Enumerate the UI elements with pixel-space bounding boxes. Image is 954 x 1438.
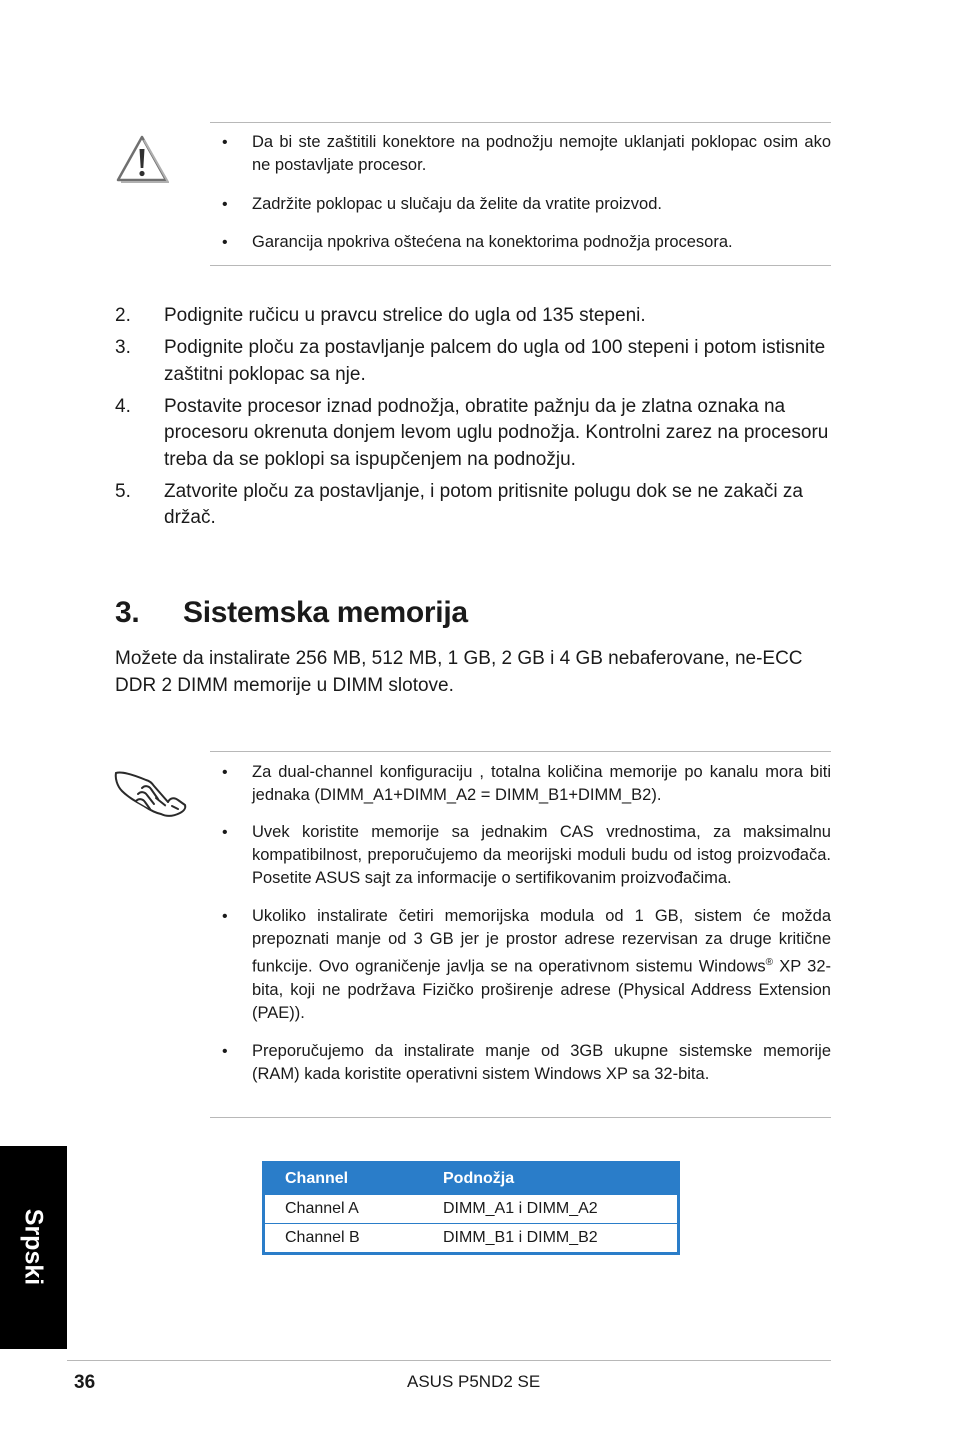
language-tab-label: Srpski (19, 1208, 48, 1286)
caution-bottom-rule (210, 265, 831, 266)
table-row (264, 1195, 679, 1224)
caution-item: • Garancija npokriva oštećena na konektorima podnožja procesora. (222, 231, 831, 254)
note-list (222, 761, 831, 1086)
table-cell: DIMM_A1 i DIMM_A2 (423, 1195, 679, 1224)
section-number: 3. (115, 596, 140, 629)
table-row (264, 1224, 679, 1254)
caution-list (222, 131, 831, 254)
pointing-hand-icon (112, 764, 188, 822)
step-number: 2. (115, 305, 131, 326)
table-cell: Channel A (264, 1195, 424, 1224)
channel-table (262, 1161, 680, 1255)
section-title (115, 596, 468, 630)
section-intro: Možete da instalirate 256 MB, 512 MB, 1 GB, 2 GB i 4 GB nebaferovane, ne-ECC DDR 2 DIMM memorije u DIMM slotove. (115, 648, 803, 696)
warning-triangle-icon (115, 134, 169, 184)
note-top-rule (210, 751, 831, 752)
step-item (115, 303, 831, 330)
note-item-text: Ukoliko instalirate četiri memorijska modula od 1 GB, sistem će možda prepoznati manje od 3 GB jer je prostor adrese rezervisan za druge kritične funkcije. Ovo ograničenje javlja se na operativnom sistemu Windows (252, 907, 831, 976)
table-header-channel: Channel (264, 1163, 424, 1195)
installation-steps (115, 303, 831, 537)
note-bottom-rule (210, 1117, 831, 1118)
step-number: 3. (115, 337, 131, 358)
note-item (222, 905, 831, 1025)
caution-item: • Da bi ste zaštitili konektore na podnožju nemojte uklanjati poklopac osim ako ne postavljate procesor. (222, 131, 831, 177)
footer-rule (67, 1360, 831, 1361)
step-item (115, 335, 831, 388)
table-cell: DIMM_B1 i DIMM_B2 (423, 1224, 679, 1254)
table-header-socket: Podnožja (423, 1163, 679, 1195)
note-item: • Za dual-channel konfiguraciju , totalna količina memorije po kanalu mora biti jednaka (DIMM_A1+DIMM_A2 = DIMM_B1+DIMM_B2). (222, 761, 831, 807)
registered-mark: ® (765, 957, 774, 968)
caution-item: • Zadržite poklopac u slučaju da želite da vratite proizvod. (222, 193, 831, 216)
page-number: 36 (74, 1372, 96, 1393)
table-header-row (264, 1163, 679, 1195)
step-text: Podignite ručicu u pravcu strelice do ugla od 135 stepeni. (164, 305, 646, 326)
step-text: Postavite procesor iznad podnožja, obratite pažnju da je zlatna oznaka na procesoru okrenuta donjem levom uglu podnožja. Kontrolni zarez na procesoru treba da se poklopi sa ispupčenjem na podnožju. (164, 395, 829, 470)
caution-top-rule (210, 122, 831, 123)
step-text: Zatvorite ploču za postavljanje, i potom pritisnite polugu dok se ne zakači za držač. (164, 480, 803, 528)
note-item: • Preporučujemo da instalirate manje od 3GB ukupne sistemske memorije (RAM) kada koristite operativni sistem Windows XP sa 32-bita. (222, 1040, 831, 1086)
table-cell: Channel B (264, 1224, 424, 1254)
step-number: 4. (115, 395, 131, 417)
step-text: Podignite ploču za postavljanje palcem do ugla od 100 stepeni i potom istisnite zaštitni poklopac sa nje. (164, 337, 826, 385)
section-title-text: Sistemska memorija (183, 596, 468, 629)
note-item: • Uvek koristite memorije sa jednakim CAS vrednostima, za maksimalnu kompatibilnost, preporučujemo da meorijski moduli budu od istog proizvođača. Posetite ASUS sajt za informacije o sertifikovanim proizvođačima. (222, 821, 831, 890)
step-item (115, 394, 831, 474)
step-number: 5. (115, 480, 131, 502)
footer-product-name: ASUS P5ND2 SE (407, 1372, 541, 1391)
step-item (115, 479, 831, 532)
note-item-text: XP 32-bita, koji ne podržava Fizičko proširenje adrese (Physical Address Extension (PAE)). (252, 957, 831, 1022)
